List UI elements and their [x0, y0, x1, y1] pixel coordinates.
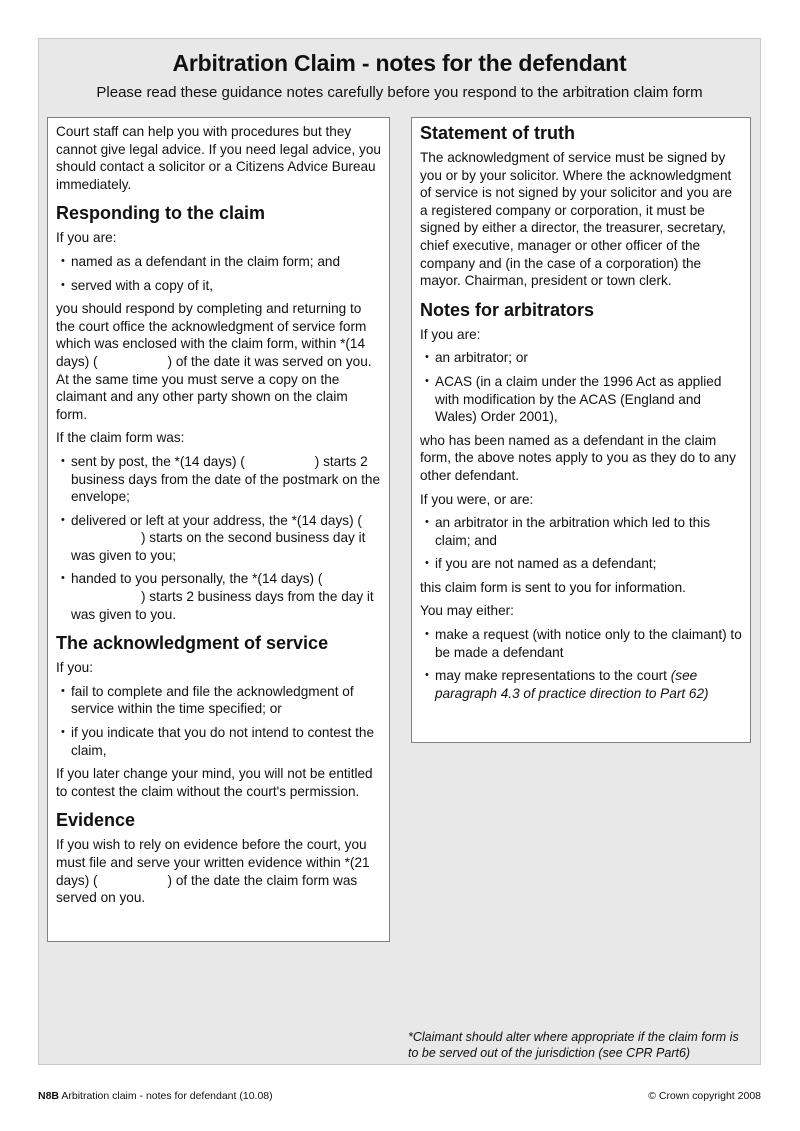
evidence-paragraph: If you wish to rely on evidence before the court, you must file and serve your written evidence within *(21 days) ( ) of the date the claim form was served on you. [56, 837, 370, 906]
service-method-list [56, 453, 382, 623]
list-item: • ACAS (in a claim under the 1996 Act as applied with modification by the ACAS (England and Wales) Order 2001), [420, 373, 743, 426]
right-notes-box [411, 117, 751, 743]
evidence-heading: Evidence [56, 810, 136, 831]
arbitrators-options-list [420, 626, 743, 702]
list-item: • make a request (with notice only to the claimant) to be made a defendant [420, 626, 743, 661]
guidance-panel [38, 38, 761, 1065]
intro-text: Court staff can help you with procedures but they cannot give legal advice. If you need legal advice, you should contact a solicitor or a Citizens Advice Bureau immediately. [56, 124, 381, 192]
left-notes-box [47, 117, 390, 942]
list-item: • if you are not named as a defendant; [420, 555, 743, 573]
practice-direction-reference: (see paragraph 4.3 of practice direction to Part 62) [435, 668, 709, 701]
responding-lead: If you are: [56, 230, 117, 246]
list-item: • served with a copy of it, [56, 277, 382, 295]
page-title: Arbitration Claim - notes for the defendant [172, 50, 627, 76]
list-item: • an arbitrator; or [420, 349, 743, 367]
responding-lead2: If the claim form was: [56, 430, 185, 446]
statement-paragraph: The acknowledgment of service must be signed by you or by your solicitor. Where the acknowledgment of service is not signed by your solicitor and you are a registered company or corporation, it must be signed by either a director, the treasurer, secretary, chief executive, manager or other officer of the company and (in the case of a corporation) the mayor. Chairman, president or town clerk. [420, 150, 733, 289]
footnote: *Claimant should alter where appropriate if the claim form is to be served out of the jurisdiction (see CPR Part6) [408, 1030, 739, 1060]
arbitrators-heading: Notes for arbitrators [420, 299, 595, 320]
acknowledgment-lead: If you: [56, 660, 94, 676]
acknowledgment-paragraph: If you later change your mind, you will not be entitled to contest the claim without the court's permission. [56, 766, 373, 799]
acknowledgment-heading: The acknowledgment of service [56, 633, 329, 654]
list-item: • may make representations to the court (see paragraph 4.3 of practice direction to Part 62) [420, 667, 743, 702]
list-item: • if you indicate that you do not intend to contest the claim, [56, 724, 382, 759]
responding-heading: Responding to the claim [56, 203, 266, 224]
form-code: N8B [38, 1090, 60, 1102]
list-item: • sent by post, the *(14 days) ( ) starts 2 business days from the date of the postmark on the envelope; [56, 453, 382, 506]
arbitrators-list2 [420, 514, 743, 573]
arbitrators-paragraph2: this claim form is sent to you for information. [420, 579, 686, 595]
statement-heading: Statement of truth [420, 123, 575, 143]
arbitrators-list [420, 349, 743, 425]
acknowledgment-list [56, 683, 382, 759]
arbitrators-lead3: You may either: [420, 603, 514, 619]
list-item: • an arbitrator in the arbitration which led to this claim; and [420, 514, 743, 549]
page-subtitle: Please read these guidance notes carefully before you respond to the arbitration claim form [96, 84, 703, 101]
responding-paragraph: you should respond by completing and returning to the court office the acknowledgment of service form which was enclosed with the claim form, within *(14 days) ( ) of the date it was served on you. At the same time you must serve a copy on the claimant and any other party shown on the claim form. [56, 301, 372, 422]
responding-list [56, 253, 382, 294]
form-reference [38, 1090, 273, 1102]
list-item: • delivered or left at your address, the *(14 days) () starts on the second business day it was given to you; [56, 512, 382, 565]
list-item: • fail to complete and file the acknowledgment of service within the time specified; or [56, 683, 382, 718]
list-item: • named as a defendant in the claim form; and [56, 253, 382, 271]
arbitrators-paragraph: who has been named as a defendant in the claim form, the above notes apply to you as they do to any other defendant. [420, 432, 736, 483]
form-name: Arbitration claim - notes for defendant (10.08) [59, 1090, 273, 1102]
arbitrators-lead: If you are: [420, 326, 481, 342]
list-item: • handed to you personally, the *(14 days) () starts 2 business days from the day it was given to you. [56, 570, 382, 623]
copyright: © Crown copyright 2008 [648, 1090, 761, 1102]
arbitrators-lead2: If you were, or are: [420, 491, 534, 507]
